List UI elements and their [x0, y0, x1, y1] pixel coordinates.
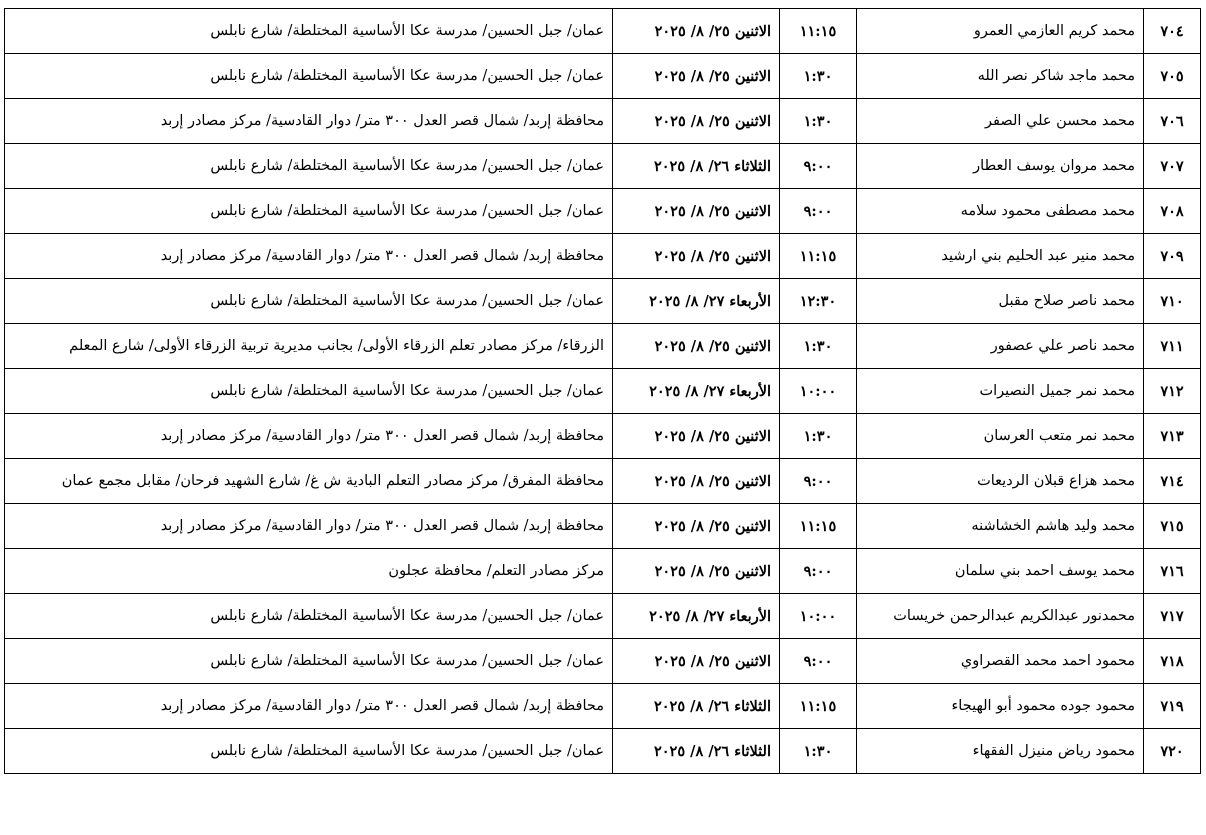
location-cell: مركز مصادر التعلم/ محافظة عجلون	[5, 549, 613, 594]
date-cell: الاثنين ٢٥/ ٨/ ٢٠٢٥	[613, 9, 780, 54]
time-cell: ٩:٠٠	[780, 189, 857, 234]
appointment-table	[4, 8, 1201, 774]
row-number-cell: ٧١٦	[1144, 549, 1201, 594]
time-cell: ١٠:٠٠	[780, 369, 857, 414]
row-number-cell: ٧١٩	[1144, 684, 1201, 729]
time-cell: ٩:٠٠	[780, 549, 857, 594]
time-cell: ١١:١٥	[780, 9, 857, 54]
date-cell: الأربعاء ٢٧/ ٨/ ٢٠٢٥	[613, 279, 780, 324]
location-cell: عمان/ جبل الحسين/ مدرسة عكا الأساسية المختلطة/ شارع نابلس	[5, 729, 613, 774]
time-cell: ١:٣٠	[780, 414, 857, 459]
time-cell: ٩:٠٠	[780, 459, 857, 504]
name-cell: محمد نمر جميل النصيرات	[857, 369, 1144, 414]
location-cell: عمان/ جبل الحسين/ مدرسة عكا الأساسية المختلطة/ شارع نابلس	[5, 594, 613, 639]
location-cell: الزرقاء/ مركز مصادر تعلم الزرقاء الأولى/ بجانب مديرية تربية الزرقاء الأولى/ شارع المعلم	[5, 324, 613, 369]
location-cell: محافظة إربد/ شمال قصر العدل ٣٠٠ متر/ دوار القادسية/ مركز مصادر إربد	[5, 99, 613, 144]
table-row	[5, 684, 1201, 729]
date-cell: الاثنين ٢٥/ ٨/ ٢٠٢٥	[613, 99, 780, 144]
location-cell: عمان/ جبل الحسين/ مدرسة عكا الأساسية المختلطة/ شارع نابلس	[5, 9, 613, 54]
row-number-cell: ٧١٧	[1144, 594, 1201, 639]
location-cell: عمان/ جبل الحسين/ مدرسة عكا الأساسية المختلطة/ شارع نابلس	[5, 54, 613, 99]
date-cell: الثلاثاء ٢٦/ ٨/ ٢٠٢٥	[613, 144, 780, 189]
name-cell: محمود رياض منيزل الفقهاء	[857, 729, 1144, 774]
time-cell: ١١:١٥	[780, 684, 857, 729]
table-row	[5, 99, 1201, 144]
time-cell: ١:٣٠	[780, 324, 857, 369]
location-cell: محافظة إربد/ شمال قصر العدل ٣٠٠ متر/ دوار القادسية/ مركز مصادر إربد	[5, 504, 613, 549]
name-cell: محمد كريم العازمي العمرو	[857, 9, 1144, 54]
row-number-cell: ٧١١	[1144, 324, 1201, 369]
date-cell: الاثنين ٢٥/ ٨/ ٢٠٢٥	[613, 414, 780, 459]
time-cell: ١٠:٠٠	[780, 594, 857, 639]
time-cell: ١١:١٥	[780, 234, 857, 279]
table-row	[5, 504, 1201, 549]
date-cell: الاثنين ٢٥/ ٨/ ٢٠٢٥	[613, 234, 780, 279]
row-number-cell: ٧١٠	[1144, 279, 1201, 324]
date-cell: الاثنين ٢٥/ ٨/ ٢٠٢٥	[613, 54, 780, 99]
date-cell: الأربعاء ٢٧/ ٨/ ٢٠٢٥	[613, 594, 780, 639]
table-row	[5, 459, 1201, 504]
name-cell: محمدنور عبدالكريم عبدالرحمن خريسات	[857, 594, 1144, 639]
date-cell: الاثنين ٢٥/ ٨/ ٢٠٢٥	[613, 189, 780, 234]
table-row	[5, 639, 1201, 684]
date-cell: الاثنين ٢٥/ ٨/ ٢٠٢٥	[613, 459, 780, 504]
table-row	[5, 729, 1201, 774]
time-cell: ١:٣٠	[780, 54, 857, 99]
time-cell: ٩:٠٠	[780, 639, 857, 684]
table-row	[5, 414, 1201, 459]
row-number-cell: ٧٠٤	[1144, 9, 1201, 54]
location-cell: عمان/ جبل الحسين/ مدرسة عكا الأساسية المختلطة/ شارع نابلس	[5, 144, 613, 189]
row-number-cell: ٧٠٩	[1144, 234, 1201, 279]
name-cell: محمد محسن علي الصفر	[857, 99, 1144, 144]
location-cell: محافظة إربد/ شمال قصر العدل ٣٠٠ متر/ دوار القادسية/ مركز مصادر إربد	[5, 414, 613, 459]
time-cell: ١:٣٠	[780, 729, 857, 774]
date-cell: الأربعاء ٢٧/ ٨/ ٢٠٢٥	[613, 369, 780, 414]
row-number-cell: ٧٠٧	[1144, 144, 1201, 189]
location-cell: عمان/ جبل الحسين/ مدرسة عكا الأساسية المختلطة/ شارع نابلس	[5, 189, 613, 234]
name-cell: محمد ناصر صلاح مقبل	[857, 279, 1144, 324]
time-cell: ١٢:٣٠	[780, 279, 857, 324]
name-cell: محمد وليد هاشم الخشاشنه	[857, 504, 1144, 549]
time-cell: ١:٣٠	[780, 99, 857, 144]
row-number-cell: ٧٠٨	[1144, 189, 1201, 234]
table-row	[5, 549, 1201, 594]
row-number-cell: ٧٠٥	[1144, 54, 1201, 99]
name-cell: محمد ماجد شاكر نصر الله	[857, 54, 1144, 99]
table-row	[5, 54, 1201, 99]
date-cell: الثلاثاء ٢٦/ ٨/ ٢٠٢٥	[613, 684, 780, 729]
row-number-cell: ٧١٨	[1144, 639, 1201, 684]
date-cell: الاثنين ٢٥/ ٨/ ٢٠٢٥	[613, 324, 780, 369]
name-cell: محمود جوده محمود أبو الهيجاء	[857, 684, 1144, 729]
location-cell: محافظة المفرق/ مركز مصادر التعلم البادية ش غ/ شارع الشهيد فرحان/ مقابل مجمع عمان	[5, 459, 613, 504]
name-cell: محمد ناصر علي عصفور	[857, 324, 1144, 369]
table-body	[5, 9, 1201, 774]
date-cell: الاثنين ٢٥/ ٨/ ٢٠٢٥	[613, 504, 780, 549]
table-row	[5, 234, 1201, 279]
row-number-cell: ٧٠٦	[1144, 99, 1201, 144]
row-number-cell: ٧١٥	[1144, 504, 1201, 549]
table-row	[5, 279, 1201, 324]
location-cell: عمان/ جبل الحسين/ مدرسة عكا الأساسية المختلطة/ شارع نابلس	[5, 279, 613, 324]
name-cell: محمد منير عبد الحليم بني ارشيد	[857, 234, 1144, 279]
row-number-cell: ٧١٢	[1144, 369, 1201, 414]
date-cell: الاثنين ٢٥/ ٨/ ٢٠٢٥	[613, 639, 780, 684]
location-cell: محافظة إربد/ شمال قصر العدل ٣٠٠ متر/ دوار القادسية/ مركز مصادر إربد	[5, 234, 613, 279]
date-cell: الاثنين ٢٥/ ٨/ ٢٠٢٥	[613, 549, 780, 594]
table-row	[5, 189, 1201, 234]
name-cell: محمد مروان يوسف العطار	[857, 144, 1144, 189]
table-row	[5, 9, 1201, 54]
table-row	[5, 594, 1201, 639]
row-number-cell: ٧٢٠	[1144, 729, 1201, 774]
name-cell: محمد هزاع قبلان الرديعات	[857, 459, 1144, 504]
name-cell: محمود احمد محمد القصراوي	[857, 639, 1144, 684]
location-cell: عمان/ جبل الحسين/ مدرسة عكا الأساسية المختلطة/ شارع نابلس	[5, 639, 613, 684]
location-cell: محافظة إربد/ شمال قصر العدل ٣٠٠ متر/ دوار القادسية/ مركز مصادر إربد	[5, 684, 613, 729]
row-number-cell: ٧١٤	[1144, 459, 1201, 504]
time-cell: ١١:١٥	[780, 504, 857, 549]
location-cell: عمان/ جبل الحسين/ مدرسة عكا الأساسية المختلطة/ شارع نابلس	[5, 369, 613, 414]
table-row	[5, 324, 1201, 369]
row-number-cell: ٧١٣	[1144, 414, 1201, 459]
name-cell: محمد مصطفى محمود سلامه	[857, 189, 1144, 234]
name-cell: محمد يوسف احمد بني سلمان	[857, 549, 1144, 594]
table-row	[5, 144, 1201, 189]
date-cell: الثلاثاء ٢٦/ ٨/ ٢٠٢٥	[613, 729, 780, 774]
table-row	[5, 369, 1201, 414]
time-cell: ٩:٠٠	[780, 144, 857, 189]
name-cell: محمد نمر متعب العرسان	[857, 414, 1144, 459]
